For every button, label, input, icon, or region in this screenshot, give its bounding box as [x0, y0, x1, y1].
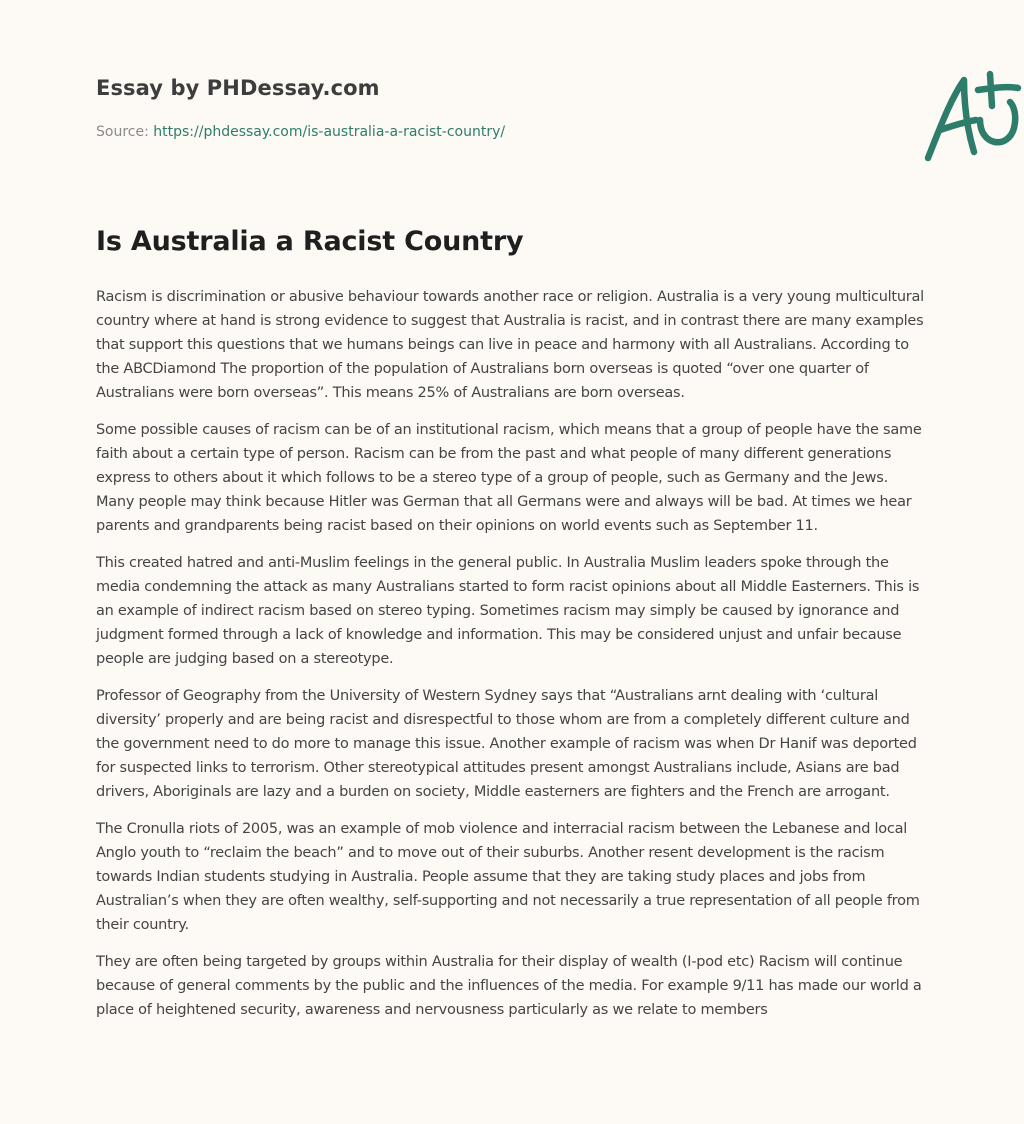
essay-paragraph: Some possible causes of racism can be of an institutional racism, which means that a group of people have the same faith about a certain type of person. Racism can be from the past and what people of many different generations express to others about it which follows to be a stereo type of a group of people, such as Germany and the Jews. Many people may think because Hitler was German that all Germans were and always will be bad. At times we hear parents and grandparents being racist based on their opinions on world events such as September 11.	[96, 422, 922, 534]
essay-paragraph: Professor of Geography from the University of Western Sydney says that “Australians arnt dealing with ‘cultural diversity’ properly and are being racist and disrespectful to those whom are from a completely different culture and the government need to do more to manage this issue. Another example of racism was when Dr Hanif was deported for suspected links to terrorism. Other stereotypical attitudes present amongst Australians include, Asians are bad drivers, Aboriginals are lazy and a burden on society, Middle easterners are fighters and the French are arrogant.	[96, 688, 917, 800]
essay-paragraph: Racism is discrimination or abusive behaviour towards another race or religion. Australia is a very young multicultural country where at hand is strong evidence to suggest that Australia is racist, and in contrast there are many examples that support this questions that we humans beings can live in peace and harmony with all Australians. According to the ABCDiamond The proportion of the population of Australians born overseas is quoted “over one quarter of Australians were born overseas”. This means 25% of Australians are born overseas.	[96, 289, 924, 401]
essay-title: Is Australia a Racist Country	[96, 226, 524, 257]
essay-paragraph: The Cronulla riots of 2005, was an example of mob violence and interracial racism between the Lebanese and local Anglo youth to “reclaim the beach” and to move out of their suburbs. Another resent development is the racism towards Indian students studying in Australia. People assume that they are taking study places and jobs from Australian’s when they are often wealthy, self-supporting and not necessarily a true representation of all people from their country.	[96, 821, 920, 933]
source-label: Source:	[96, 124, 149, 140]
essay-body	[96, 285, 930, 1035]
site-brand: Essay by PHDessay.com	[96, 76, 380, 100]
a-plus-logo	[918, 68, 1024, 168]
source-line	[96, 124, 505, 140]
essay-paragraph: This created hatred and anti-Muslim feelings in the general public. In Australia Muslim leaders spoke through the media condemning the attack as many Australians started to form racist opinions about all Middle Easterners. This is an example of indirect racism based on stereo typing. Sometimes racism may simply be caused by ignorance and judgment formed through a lack of knowledge and information. This may be considered unjust and unfair because people are judging based on a stereotype.	[96, 555, 920, 667]
source-link[interactable]: https://phdessay.com/is-australia-a-racist-country/	[153, 124, 506, 140]
essay-paragraph: They are often being targeted by groups within Australia for their display of wealth (I-pod etc) Racism will continue because of general comments by the public and the influences of the media. For example 9/11 has made our world a place of heightened security, awareness and nervousness particularly as we relate to members	[96, 954, 922, 1018]
